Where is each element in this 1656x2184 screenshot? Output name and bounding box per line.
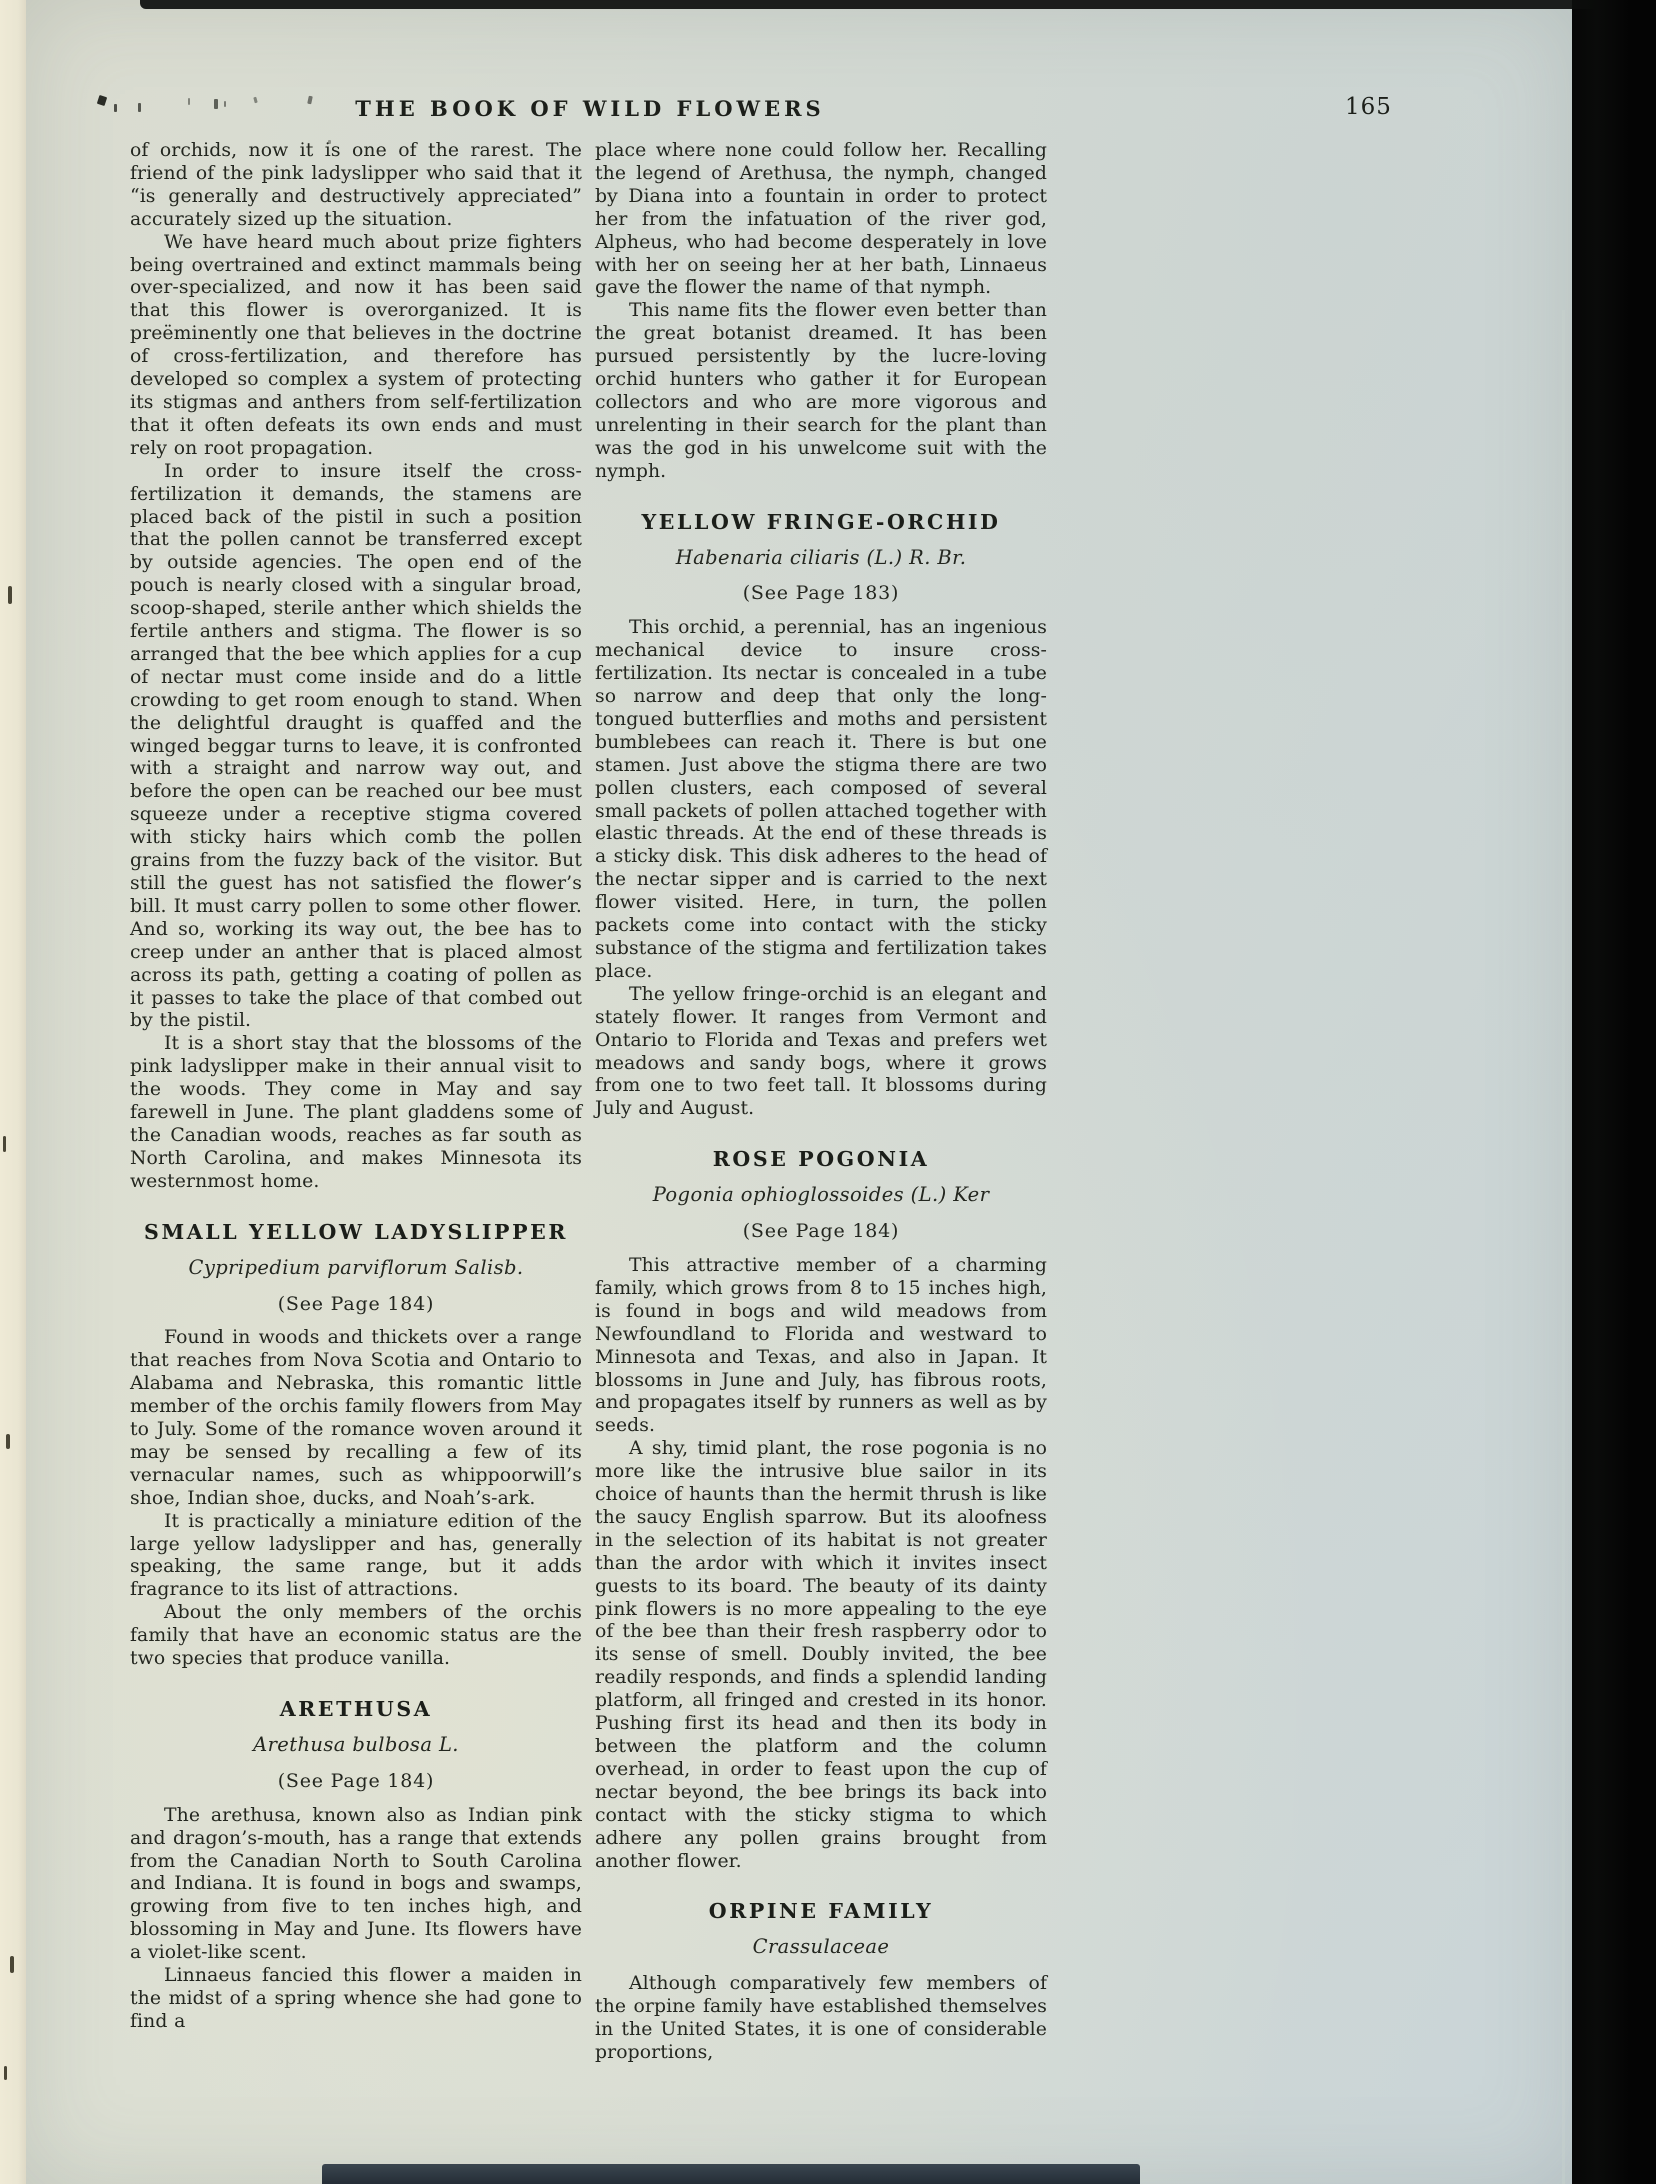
scan-edge-bottom — [322, 2164, 1140, 2184]
paragraph: About the only members of the orchis family that have an economic status are the two species that produce vanilla. — [130, 1602, 582, 1670]
ink-speck — [328, 140, 331, 144]
paragraph: In order to insure itself the cross-fertilization it demands, the stamens are placed back of the pistil in such a position that the pollen cannot be transferred except by outside agencies. The open end of the pouch is nearly closed with a singular broad, scoop-shaped, sterile anther which shields the fertile anthers and stigma. The flower is so arranged that the bee which applies for a cup of nectar must come inside and do a little crowding to get room enough to stand. When the delightful draught is quaffed and the winged beggar turns to leave, it is confronted with a straight and narrow way out, and before the open can be reached our bee must squeeze under a receptive stigma covered with sticky hairs which comb the pollen grains from the fuzzy back of the visitor. But still the guest has not satisfied the flower’s bill. It must carry pollen to some other flower. And so, working its way out, the bee has to creep under an anther that is placed almost across its path, getting a coating of pollen as it passes to take the place of that combed out by the pistil. — [130, 460, 582, 1032]
species-name: Habenaria ciliaris (L.) R. Br. — [675, 545, 967, 569]
page-surface — [26, 0, 1572, 2184]
paragraph: of orchids, now it is one of the rarest. The friend of the pink ladyslipper who said that it “is generally and destructively appreciated” accurately sized up the situation. — [130, 140, 582, 230]
binding-mark — [3, 1136, 6, 1152]
section-heading: ARETHUSA — [279, 1697, 433, 1721]
see-page-reference: (See Page 184) — [742, 1220, 900, 1243]
binding-mark — [8, 586, 12, 604]
ink-speck — [214, 99, 218, 109]
paragraph: It is practically a miniature edition of the large yellow ladyslipper and has, generally speaking, the same range, but it adds fragrance to its list of attractions. — [130, 1510, 582, 1601]
paragraph: This orchid, a perennial, has an ingenious mechanical device to insure cross-fertilization. Its nectar is concealed in a tube so narrow and deep that only the long-tongued butterflies and moths and persistent bumblebees can reach it. There is but one stamen. Just above the stigma there are two pollen clusters, each composed of several small packets of pollen attached together with elastic threads. At the end of these threads is a sticky disk. This disk adheres to the head of the nectar sipper and is carried to the next flower visited. Here, in turn, the pollen packets come into contact with the sticky substance of the stigma and fertilization takes place. — [595, 617, 1047, 982]
species-name: Arethusa bulbosa L. — [253, 1732, 459, 1756]
binding-mark — [6, 1434, 10, 1449]
scan-edge-top — [140, 0, 1656, 9]
species-name: Pogonia ophioglossoides (L.) Ker — [652, 1183, 990, 1207]
section-heading: ROSE POGONIA — [712, 1147, 930, 1172]
binding-mark — [10, 1956, 14, 1973]
ink-speck — [97, 95, 107, 106]
see-page-reference: (See Page 183) — [742, 582, 900, 605]
species-name: Crassulaceae — [752, 1935, 890, 1959]
paragraph: Found in woods and thickets over a range that reaches from Nova Scotia and Ontario to Alabama and Nebraska, this romantic little member of the orchis family flowers from May to July. Some of the romance woven around it may be sensed by recalling a few of its vernacular names, such as whippoorwill’s shoe, Indian shoe, ducks, and Noah’s-ark. — [130, 1327, 582, 1509]
paragraph: It is a short stay that the blossoms of the pink ladyslipper make in their annual visit to the woods. They come in May and say farewell in June. The plant gladdens some of the Canadian woods, reaches as far south as North Carolina, and makes Minnesota its westernmost home. — [130, 1033, 582, 1192]
adjacent-page-edge — [0, 0, 26, 2184]
ink-speck — [224, 101, 226, 107]
paragraph: place where none could follow her. Recalling the legend of Arethusa, the nymph, changed by Diana into a fountain in order to protect her from the infatuation of the river god, Alpheus, who had become desperately in love with her on seeing her at her bath, Linnaeus gave the flower the name of that nymph. — [595, 140, 1047, 299]
paragraph: The arethusa, known also as Indian pink and dragon’s-mouth, has a range that extends from the Canadian North to South Carolina and Indiana. It is found in bogs and swamps, growing from five to ten inches high, and blossoming in May and June. Its flowers have a violet-like scent. — [130, 1804, 582, 1964]
paragraph: A shy, timid plant, the rose pogonia is no more like the intrusive blue sailor in its choice of haunts than the hermit thrush is like the saucy English sparrow. But its aloofness in the selection of its habitat is not greater than the ardor with which it invites insect guests to its board. The beauty of its dainty pink flowers is no more appealing to the eye of the bee than their fresh raspberry odor to its sense of smell. Doubly invited, the bee readily responds, and finds a splendid landing platform, all fringed and crested in its honor. Pushing first its head and then its body in between the platform and the column overhead, in order to feast upon the cup of nectar beyond, the bee brings its back into contact with the sticky stigma to which adhere any pollen grains brought from another flower. — [595, 1438, 1047, 1872]
section-heading: YELLOW FRINGE-ORCHID — [641, 509, 1001, 534]
paragraph: Although comparatively few members of the orpine family have established themselves in the United States, it is one of considerable proportions, — [595, 1973, 1047, 2063]
paragraph: The yellow fringe-orchid is an elegant and stately flower. It ranges from Vermont and Ontario to Florida and Texas and prefers wet meadows and sandy bogs, where it grows from one to two feet tall. It blossoms during July and August. — [595, 983, 1047, 1120]
page-number: 165 — [1345, 94, 1392, 120]
paragraph: We have heard much about prize fighters being overtrained and extinct mammals being over-specialized, and now it has been said that this flower is overorganized. It is preëminently one that believes in the doctrine of cross-fertilization, and therefore has developed so complex a system of protecting its stigmas and anthers from self-fertilization that it often defeats its own ends and must rely on root propagation. — [130, 231, 582, 459]
scan-edge-right — [1572, 0, 1656, 2184]
running-head: THE BOOK OF WILD FLOWERS — [355, 96, 825, 121]
paragraph: This name fits the flower even better than the great botanist dreamed. It has been pursued persistently by the lucre-loving orchid hunters who gather it for European collectors and who are more vigorous and unrelenting in their search for the plant than was the god in his unwelcome suit with the nymph. — [595, 300, 1047, 482]
ink-speck — [138, 103, 141, 112]
binding-mark — [4, 2066, 7, 2080]
text-column-right — [595, 140, 1047, 2065]
page-edge-highlight — [1562, 310, 1565, 2184]
text-column-left — [130, 140, 582, 2034]
species-name: Cypripedium parviflorum Salisb. — [188, 1255, 524, 1279]
see-page-reference: (See Page 184) — [277, 1292, 435, 1315]
ink-speck — [188, 98, 190, 105]
section-heading: SMALL YELLOW LADYSLIPPER — [144, 1219, 568, 1244]
see-page-reference: (See Page 184) — [277, 1769, 435, 1792]
section-heading: ORPINE FAMILY — [708, 1899, 934, 1924]
ink-speck — [114, 104, 117, 112]
paragraph: Linnaeus fancied this flower a maiden in the midst of a spring whence she had gone to find a — [130, 1965, 582, 2032]
paragraph: This attractive member of a charming family, which grows from 8 to 15 inches high, is found in bogs and wild meadows from Newfoundland to Florida and westward to Minnesota and Texas, and also in Japan. It blossoms in June and July, has fibrous roots, and propagates itself by runners as well as by seeds. — [595, 1254, 1047, 1437]
